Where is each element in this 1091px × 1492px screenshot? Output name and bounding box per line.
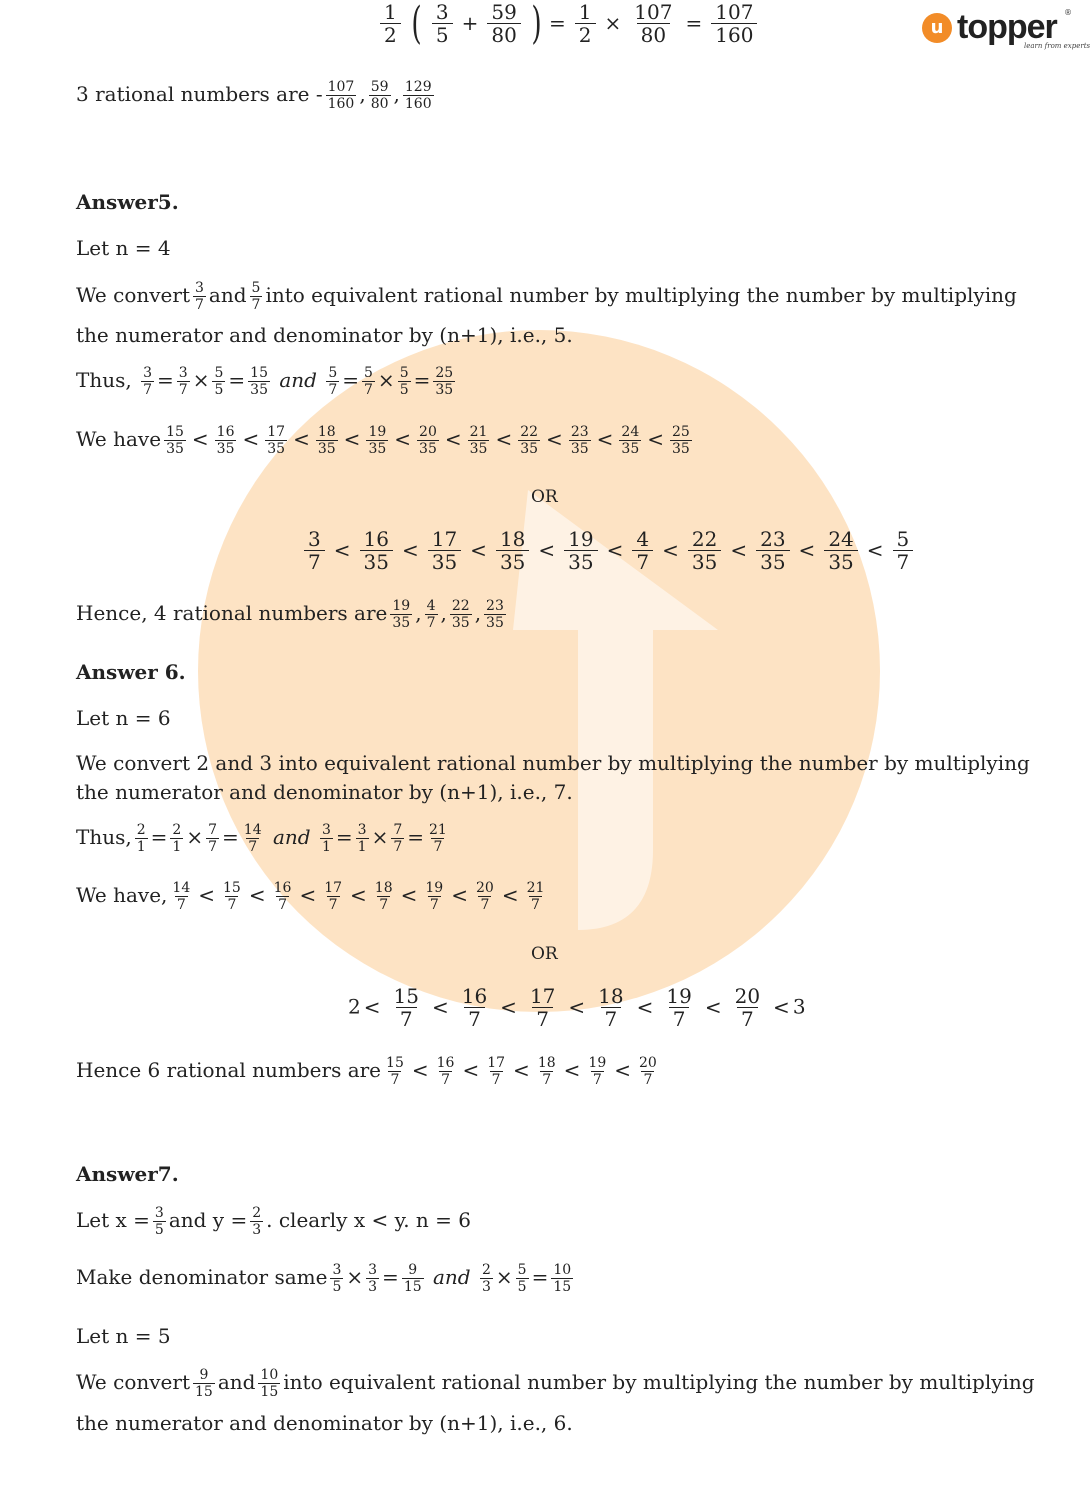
fraction: $\frac{25}{35}$ xyxy=(672,424,690,457)
answer6-or: OR xyxy=(531,944,558,964)
fraction: $\frac{18}{35}$ xyxy=(317,424,336,457)
fraction: $\frac{16}{35}$ xyxy=(216,424,235,457)
answer7-convert-line1: We convert $\frac{9}{15}$ and $\frac{10}{15}$ into equivalent rational number by multiplying the number by multiplying xyxy=(76,1367,1035,1400)
answer7-let-xy: Let x = $\frac{3}{5}$ and y = $\frac{2}{3}$ . clearly x < y. n = 6 xyxy=(76,1205,472,1238)
answer7-convert-line2: the numerator and denominator by (n+1), i.e., 6. xyxy=(76,1411,573,1435)
fraction: $\frac{17}{7}$ xyxy=(487,1055,506,1088)
answer6-let-n: Let n = 6 xyxy=(76,706,171,730)
fraction: $\frac{23}{35}$ xyxy=(570,424,589,457)
fraction: $\frac{16}{7}$ xyxy=(436,1055,455,1088)
brand-name: topper xyxy=(957,8,1057,46)
fraction: $\frac{18}{35}$ xyxy=(496,529,529,573)
fraction: $\frac{4}{7}$ xyxy=(632,529,653,573)
fraction: $\frac{5}{7}$ xyxy=(893,529,914,573)
answer7-let-n: Let n = 5 xyxy=(76,1324,171,1348)
answer5-heading: Answer5. xyxy=(76,190,179,214)
fraction: $\frac{23}{35}$ xyxy=(756,529,789,573)
fraction: $\frac{15}{7}$ xyxy=(223,880,241,913)
fraction: $\frac{3}{7}$ xyxy=(304,529,325,573)
fraction: $\frac{22}{35}$ xyxy=(520,424,539,457)
fraction: $\frac{16}{7}$ xyxy=(273,880,292,913)
fraction: $\frac{20}{7}$ xyxy=(639,1055,657,1088)
fraction: $\frac{19}{35}$ xyxy=(564,529,597,573)
answer5-convert-line1: We convert $\frac{3}{7}$ and $\frac{5}{7}$ into equivalent rational number by multiplying the number by multiplying xyxy=(76,280,1017,313)
fraction: $\frac{22}{35}$ xyxy=(688,529,721,573)
answer5-or-chain: $\frac{3}{7}$ < $\frac{16}{35}$ < $\frac{17}{35}$ < $\frac{18}{35}$ < $\frac{19}{35}$ < $\frac{4}{7}$ < $\frac{22}{35}$ < $\frac{23}{35}$ < $\frac{24}{35}$ < $\frac{5}{7}$ xyxy=(298,529,919,573)
answer5-thus: Thus, $\frac{3}{7}$ = $\frac{3}{7}$ × $\frac{5}{5}$ = $\frac{15}{35}$ and $\frac{5}{7}$ = $\frac{5}{7}$ × $\frac{5}{5}$ = $\frac{25}{35}$ xyxy=(76,365,454,398)
answer6-we-have: We have, $\frac{14}{7}$ < $\frac{15}{7}$ < $\frac{16}{7}$ < $\frac{17}{7}$ < $\frac{18}{7}$ < $\frac{19}{7}$ < $\frac{20}{7}$ < $\frac{21}{7}$ xyxy=(76,880,545,913)
answer6-or-chain: 2 < $\frac{15}{7}$ < $\frac{16}{7}$ < $\frac{17}{7}$ < $\frac{18}{7}$ < $\frac{19}{7}$ < $\frac{20}{7}$ < 3 xyxy=(348,984,806,1031)
answer6-hence: Hence 6 rational numbers are $\frac{15}{7}$ < $\frac{16}{7}$ < $\frac{17}{7}$ < $\frac{18}{7}$ < $\frac{19}{7}$ < $\frac{20}{7}$ xyxy=(76,1055,657,1088)
fraction: $\frac{17}{7}$ xyxy=(324,880,343,913)
fraction: $\frac{16}{35}$ xyxy=(360,529,393,573)
fraction: $\frac{17}{35}$ xyxy=(428,529,461,573)
answer6-heading: Answer 6. xyxy=(76,660,186,684)
answer6-convert-line1: We convert 2 and 3 into equivalent rational number by multiplying the number by multiplying xyxy=(76,751,1030,775)
fraction: $\frac{16}{7}$ xyxy=(461,984,488,1031)
answer6-convert-line2: the numerator and denominator by (n+1), i.e., 7. xyxy=(76,780,573,804)
fraction: $\frac{18}{7}$ xyxy=(374,880,393,913)
fraction: $\frac{20}{7}$ xyxy=(475,880,494,913)
fraction: $\frac{14}{7}$ xyxy=(172,880,191,913)
three-rational-numbers-line: 3 rational numbers are - $\frac{107}{160}$ , $\frac{59}{80}$ , $\frac{129}{160}$ xyxy=(76,79,432,112)
fraction: $\frac{19}{35}$ xyxy=(368,424,387,457)
answer5-or: OR xyxy=(531,487,558,507)
fraction: $\frac{17}{7}$ xyxy=(529,984,556,1031)
answer5-hence: Hence, 4 rational numbers are $\frac{19}{35}$ , $\frac{4}{7}$ , $\frac{22}{35}$ , $\frac{23}{35}$ xyxy=(76,598,504,631)
fraction: $\frac{17}{35}$ xyxy=(267,424,286,457)
fraction: $\frac{20}{35}$ xyxy=(419,424,437,457)
answer7-heading: Answer7. xyxy=(76,1162,179,1186)
fraction: $\frac{18}{7}$ xyxy=(598,984,624,1031)
fraction: $\frac{15}{7}$ xyxy=(386,1055,404,1088)
fraction: $\frac{18}{7}$ xyxy=(537,1055,556,1088)
answer5-we-have: We have $\frac{15}{35}$ < $\frac{16}{35}$ < $\frac{17}{35}$ < $\frac{18}{35}$ < $\frac{19}{35}$ < $\frac{20}{35}$ < $\frac{21}{35}$ < $\frac{22}{35}$ < $\frac{23}{35}$ < $\frac{24}{35}$ < $\frac{25}{35}$ xyxy=(76,424,690,457)
fraction: $\frac{15}{7}$ xyxy=(393,984,419,1031)
fraction: $\frac{19}{7}$ xyxy=(588,1055,607,1088)
fraction: $\frac{24}{35}$ xyxy=(621,424,640,457)
fraction: $\frac{21}{7}$ xyxy=(526,880,545,913)
fraction: $\frac{19}{7}$ xyxy=(666,984,692,1031)
answer5-let-n: Let n = 4 xyxy=(76,236,171,260)
fraction: $\frac{20}{7}$ xyxy=(734,984,761,1031)
answer7-make-denominator: Make denominator same $\frac{3}{5}$ × $\frac{3}{3}$ = $\frac{9}{15}$ and $\frac{2}{3}$ × $\frac{5}{5}$ = $\frac{10}{15}$ xyxy=(76,1262,572,1295)
answer6-thus: Thus, $\frac{2}{1}$ = $\frac{2}{1}$ × $\frac{7}{7}$ = $\frac{14}{7}$ and $\frac{3}{1}$ = $\frac{3}{1}$ × $\frac{7}{7}$ = $\frac{21}{7}$ xyxy=(76,822,447,855)
fraction: $\frac{19}{7}$ xyxy=(425,880,444,913)
top-equation: $\frac{1}{2}$ ( $\frac{3}{5}$ + $\frac{59}{80}$ ) = $\frac{1}{2}$ × $\frac{107}{80}$ = $\frac{107}{160}$ xyxy=(374,2,763,46)
registered-mark: ® xyxy=(1064,8,1072,17)
fraction: $\frac{24}{35}$ xyxy=(824,529,857,573)
fraction: $\frac{21}{35}$ xyxy=(469,424,488,457)
topper-u-icon: u xyxy=(922,13,952,43)
fraction: $\frac{15}{35}$ xyxy=(166,424,184,457)
brand-tagline: learn from experts xyxy=(1024,42,1091,50)
answer5-convert-line2: the numerator and denominator by (n+1), i.e., 5. xyxy=(76,323,573,347)
